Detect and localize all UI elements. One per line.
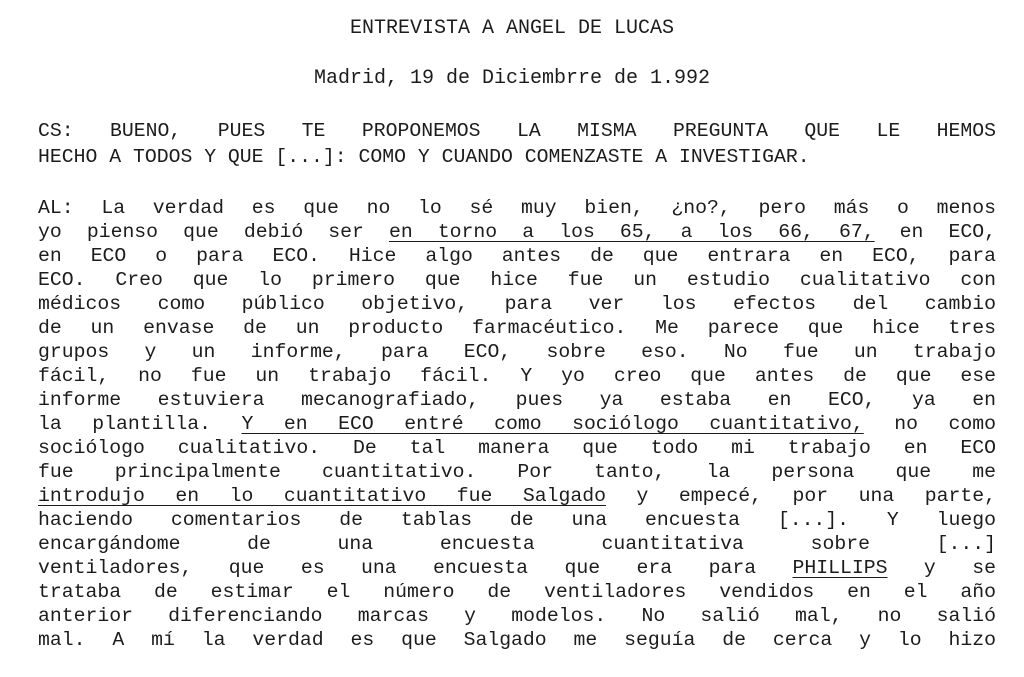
answer-line	[38, 412, 996, 436]
answer-line-part: y empecé, por una parte,	[606, 485, 996, 507]
underlined-phrase: Y en ECO entré como sociólogo cuantitativo,	[241, 413, 864, 435]
question-line: HECHO A TODOS Y QUE [...]: COMO Y CUANDO COMENZASTE A INVESTIGAR.	[38, 146, 810, 168]
answer-line: haciendo comentarios de tablas de una encuesta [...]. Y luego	[38, 509, 996, 531]
answer-line: médicos como público objetivo, para ver los efectos del cambio	[38, 293, 996, 315]
place-date: Madrid, 19 de Diciembrre de 1.992	[313, 67, 711, 90]
answer-line: encargándome de una encuesta cuantitativa sobre [...]	[38, 533, 996, 555]
answer-line: anterior diferenciando marcas y modelos. No salió mal, no salió	[38, 605, 996, 627]
answer-line: AL: La verdad es que no lo sé muy bien, ¿no?, pero más o menos	[38, 197, 996, 219]
answer-line-part: ventiladores, que es una encuesta que era para	[38, 557, 793, 579]
underlined-phrase: en torno a los 65, a los 66, 67,	[388, 221, 875, 243]
answer-line: trataba de estimar el número de ventiladores vendidos en el año	[38, 581, 996, 603]
answer-line: de un envase de un producto farmacéutico. Me parece que hice tres	[38, 317, 996, 339]
answer-line: mal. A mí la verdad es que Salgado me seguía de cerca y lo hizo	[38, 629, 996, 651]
document-title: ENTREVISTA A ANGEL DE LUCAS	[349, 17, 675, 40]
answer-line-part: y se	[887, 557, 996, 579]
answer-line	[38, 484, 996, 508]
answer-line	[38, 220, 996, 244]
answer-line: en ECO o para ECO. Hice algo antes de que entrara en ECO, para	[38, 245, 996, 267]
answer-line: informe estuviera mecanografiado, pues ya estaba en ECO, ya en	[38, 389, 996, 411]
answer-line: fácil, no fue un trabajo fácil. Y yo creo que antes de que ese	[38, 365, 996, 387]
answer-line-part: yo pienso que debió ser	[38, 221, 389, 243]
underlined-phrase: introdujo en lo cuantitativo fue Salgado	[38, 485, 607, 507]
underlined-phrase: PHILLIPS	[792, 557, 888, 579]
answer-line: ECO. Creo que lo primero que hice fue un estudio cualitativo con	[38, 269, 996, 291]
answer-line-part: la plantilla.	[38, 413, 242, 435]
answer-line-part: no como	[863, 413, 996, 435]
answer-line: fue principalmente cuantitativo. Por tanto, la persona que me	[38, 461, 996, 483]
answer-line: sociólogo cualitativo. De tal manera que todo mi trabajo en ECO	[38, 437, 996, 459]
question-line: CS: BUENO, PUES TE PROPONEMOS LA MISMA PREGUNTA QUE LE HEMOS	[38, 120, 996, 142]
answer-line	[38, 556, 996, 580]
answer-line: grupos y un informe, para ECO, sobre eso. No fue un trabajo	[38, 341, 996, 363]
answer-line-part: en ECO,	[874, 221, 996, 243]
